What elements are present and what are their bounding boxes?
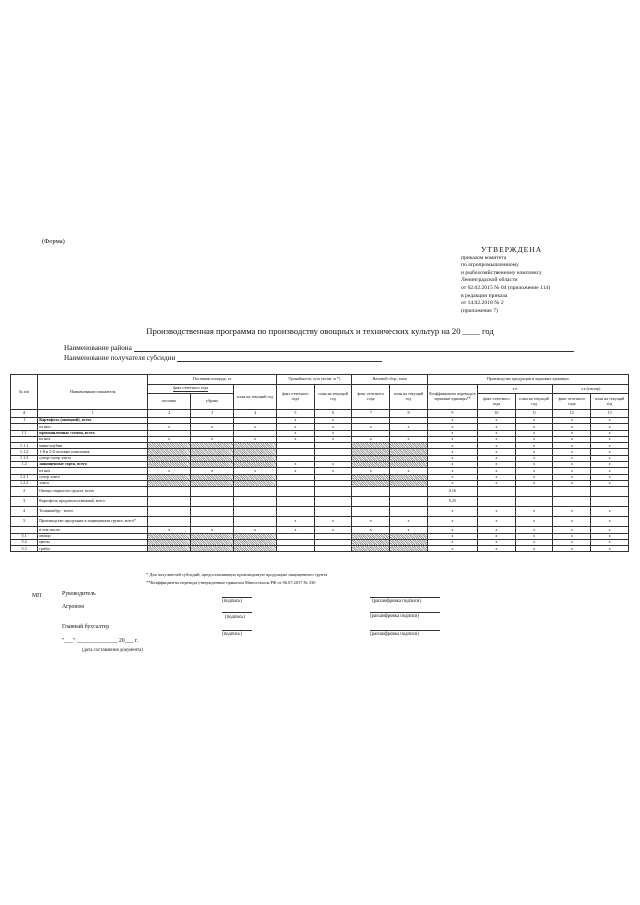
data-cell[interactable]	[234, 507, 277, 517]
date-caption: (дата составления документа)	[82, 648, 143, 653]
row-number: 4	[11, 507, 38, 517]
approval-line: приказом комитета	[461, 254, 507, 261]
data-cell[interactable]	[234, 517, 277, 527]
data-cell: x	[591, 468, 629, 474]
data-cell: x	[277, 517, 315, 527]
data-cell: x	[591, 546, 629, 552]
data-cell: x	[314, 424, 352, 430]
data-cell[interactable]	[478, 487, 516, 497]
table-row	[11, 546, 629, 552]
approval-line: и рыбохозяйственному комплексу	[461, 269, 542, 276]
data-cell[interactable]	[191, 497, 234, 507]
data-cell: x	[427, 455, 477, 461]
data-cell[interactable]	[390, 487, 428, 497]
row-number: 1.1	[11, 430, 38, 436]
data-cell: x	[553, 462, 591, 468]
agronomist-sign-line[interactable]	[222, 612, 252, 613]
data-cell: x	[234, 468, 277, 474]
data-cell: x	[427, 449, 477, 455]
stamp-place: МП	[32, 593, 42, 599]
data-cell[interactable]	[390, 497, 428, 507]
row-label: супер-супер элита	[38, 455, 148, 461]
head-sign-line[interactable]	[222, 597, 252, 598]
row-label: Овощи открытого грунта, всего	[38, 487, 148, 497]
data-cell: x	[478, 507, 516, 517]
data-cell: x	[352, 527, 390, 533]
data-cell: x	[191, 527, 234, 533]
data-cell: x	[427, 474, 477, 480]
col-number: 8	[390, 410, 428, 418]
data-cell: x	[591, 517, 629, 527]
row-label: супер элита	[38, 474, 148, 480]
row-label: овощи	[38, 533, 148, 539]
data-cell: x	[314, 462, 352, 468]
data-cell: x	[427, 430, 477, 436]
accountant-decode-caption: (расшифровка подписи)	[370, 632, 419, 637]
data-cell: x	[427, 533, 477, 539]
header-ed-plan: план на текущий год	[515, 394, 553, 410]
data-cell: x	[515, 480, 553, 486]
data-cell[interactable]	[478, 497, 516, 507]
data-cell: x	[515, 474, 553, 480]
data-cell[interactable]	[234, 497, 277, 507]
data-cell: x	[553, 424, 591, 430]
data-cell: x	[478, 480, 516, 486]
data-cell: x	[352, 468, 390, 474]
data-cell: x	[427, 517, 477, 527]
data-cell[interactable]	[148, 497, 191, 507]
agronomist-decode-line[interactable]	[370, 612, 440, 613]
row-label: Картофель (овощной), всего	[38, 418, 148, 424]
col-number: 6	[314, 410, 352, 418]
hatched-cell	[148, 546, 191, 552]
col-number: 9	[427, 410, 477, 418]
data-cell: x	[277, 462, 315, 468]
table-row	[11, 497, 629, 507]
data-cell[interactable]	[314, 546, 352, 552]
data-cell[interactable]	[148, 487, 191, 497]
col-number: А	[11, 410, 38, 418]
data-cell: x	[591, 418, 629, 424]
row-number: 2	[11, 487, 38, 497]
data-cell: x	[427, 443, 477, 449]
accountant-label: Главный бухгалтер	[62, 624, 110, 630]
data-cell[interactable]	[352, 497, 390, 507]
data-cell: x	[553, 418, 591, 424]
data-cell[interactable]	[277, 497, 315, 507]
data-cell: x	[352, 424, 390, 430]
data-cell: x	[478, 468, 516, 474]
approval-line: от 02.02.2015 № 04 (приложение 114)	[461, 284, 551, 291]
data-cell: x	[515, 424, 553, 430]
data-cell: 0.25	[427, 497, 477, 507]
data-cell: 0.16	[427, 487, 477, 497]
data-cell: x	[515, 507, 553, 517]
data-cell: x	[277, 430, 315, 436]
data-cell: x	[352, 436, 390, 442]
data-cell: x	[427, 468, 477, 474]
data-cell[interactable]	[390, 507, 428, 517]
header-coef: Коэффициенты перевода в зерновые единицы**	[427, 385, 477, 410]
data-cell: x	[553, 436, 591, 442]
data-cell: x	[478, 527, 516, 533]
data-cell[interactable]	[148, 517, 191, 527]
data-cell: x	[553, 468, 591, 474]
col-number: 7	[352, 410, 390, 418]
data-cell[interactable]	[591, 487, 629, 497]
approval-heading: УТВЕРЖДЕНА	[481, 245, 543, 254]
data-cell: x	[390, 424, 428, 430]
hatched-cell	[234, 546, 277, 552]
data-cell: x	[515, 418, 553, 424]
row-label: мини-клубни	[38, 443, 148, 449]
col-number: 4	[234, 410, 277, 418]
data-cell: x	[390, 436, 428, 442]
data-cell: x	[390, 468, 428, 474]
row-number: 5.3	[11, 546, 38, 552]
data-cell[interactable]	[277, 487, 315, 497]
district-underline	[134, 345, 574, 352]
data-cell: x	[427, 462, 477, 468]
data-cell: x	[553, 455, 591, 461]
data-cell: x	[148, 468, 191, 474]
data-cell: x	[234, 436, 277, 442]
header-area-fact: факт отчетного года	[148, 385, 234, 394]
data-cell: x	[427, 480, 477, 486]
col-number: 1	[38, 410, 148, 418]
data-cell: x	[478, 443, 516, 449]
data-cell[interactable]	[277, 507, 315, 517]
date-field[interactable]: "___" ______________ 20___ г.	[62, 638, 139, 644]
hatched-cell	[390, 546, 428, 552]
data-cell: x	[591, 462, 629, 468]
data-cell: x	[314, 468, 352, 474]
agronomist-label: Агроном	[62, 604, 84, 610]
row-number: 1.2.2	[11, 480, 38, 486]
data-cell: x	[277, 468, 315, 474]
data-cell: x	[591, 539, 629, 545]
table-row	[11, 507, 629, 517]
data-cell: x	[478, 424, 516, 430]
data-cell: x	[478, 533, 516, 539]
data-cell: x	[314, 527, 352, 533]
data-cell: x	[553, 546, 591, 552]
accountant-sign-line[interactable]	[222, 630, 252, 631]
row-label: 1-й и 2-й полевые поколения	[38, 449, 148, 455]
data-cell: x	[148, 424, 191, 430]
data-cell: x	[352, 517, 390, 527]
data-cell[interactable]	[591, 497, 629, 507]
data-cell: x	[591, 533, 629, 539]
header-ed-k: з.е.(гектар)	[553, 385, 629, 394]
data-cell: x	[553, 430, 591, 436]
column-numbers-row	[11, 410, 629, 418]
data-cell: x	[515, 517, 553, 527]
row-number: 1.1.1	[11, 443, 38, 449]
data-cell: x	[553, 443, 591, 449]
data-cell: x	[478, 436, 516, 442]
header-edk-plan: план на текущий год	[591, 394, 629, 410]
data-cell: x	[515, 462, 553, 468]
data-cell: x	[515, 455, 553, 461]
data-cell: x	[191, 468, 234, 474]
data-cell: x	[553, 517, 591, 527]
header-conv: Производство продукции в зерновых единицах	[427, 375, 628, 385]
row-label: из них	[38, 468, 148, 474]
data-cell[interactable]	[277, 546, 315, 552]
data-cell: x	[591, 455, 629, 461]
data-cell: x	[427, 527, 477, 533]
data-cell: x	[427, 507, 477, 517]
data-cell: x	[515, 533, 553, 539]
hatched-cell	[191, 546, 234, 552]
recipient-label: Наименование получателя субсидии	[64, 354, 176, 362]
data-cell: x	[515, 539, 553, 545]
row-number: 3	[11, 497, 38, 507]
data-cell: x	[553, 533, 591, 539]
district-field[interactable]	[64, 344, 574, 352]
row-number: 1.1.3	[11, 455, 38, 461]
data-cell[interactable]	[553, 487, 591, 497]
data-cell: x	[234, 424, 277, 430]
approval-line: по агропромышленному	[461, 262, 519, 269]
data-cell: x	[148, 527, 191, 533]
data-cell: x	[314, 418, 352, 424]
row-label: Производство продукции в защищенном грунте, всего*	[38, 517, 148, 527]
data-cell: x	[591, 430, 629, 436]
header-area: Посевная площадь, га	[148, 375, 277, 385]
row-label: из них:	[38, 424, 148, 430]
data-cell[interactable]	[515, 497, 553, 507]
data-cell: x	[591, 480, 629, 486]
data-cell: x	[314, 436, 352, 442]
hatched-cell	[352, 546, 390, 552]
accountant-decode-line[interactable]	[370, 630, 440, 631]
data-cell: x	[277, 436, 315, 442]
accountant-sign-caption: (подпись)	[222, 632, 242, 637]
row-label: в том числе:	[38, 527, 148, 533]
data-cell: x	[478, 474, 516, 480]
row-number: 5.2	[11, 539, 38, 545]
header-yield-plan: план на текущий год	[314, 385, 352, 410]
data-cell[interactable]	[314, 487, 352, 497]
data-cell: x	[234, 527, 277, 533]
data-cell: x	[591, 507, 629, 517]
data-cell: x	[591, 527, 629, 533]
agronomist-sign-caption: (подпись)	[225, 615, 245, 620]
form-label: (Форма)	[42, 238, 65, 245]
data-cell: x	[478, 418, 516, 424]
table-row	[11, 487, 629, 497]
data-cell[interactable]	[148, 507, 191, 517]
data-cell: x	[553, 527, 591, 533]
row-number: 1.2.1	[11, 474, 38, 480]
data-cell: x	[515, 436, 553, 442]
header-gross-plan: план на текущий год	[390, 385, 428, 410]
header-area-sown: посеяно	[148, 394, 191, 410]
col-number: 11	[515, 410, 553, 418]
data-cell[interactable]	[234, 487, 277, 497]
production-table	[10, 374, 629, 552]
data-cell[interactable]	[191, 487, 234, 497]
data-cell: x	[553, 449, 591, 455]
data-cell: x	[314, 430, 352, 436]
data-cell: x	[390, 527, 428, 533]
row-number: 1.2	[11, 462, 38, 468]
data-cell: x	[553, 480, 591, 486]
data-cell: x	[314, 517, 352, 527]
header-gross-fact: факт отчетного года	[352, 385, 390, 410]
data-cell: x	[277, 418, 315, 424]
data-cell: x	[553, 539, 591, 545]
recipient-underline	[177, 355, 382, 362]
table-row	[11, 517, 629, 527]
approval-stamp	[461, 246, 631, 315]
data-cell[interactable]	[314, 497, 352, 507]
data-cell: x	[553, 474, 591, 480]
row-label: элита	[38, 480, 148, 486]
data-cell: x	[478, 539, 516, 545]
header-gross: Валовой сбор, тонн	[352, 375, 427, 385]
data-cell: x	[515, 468, 553, 474]
head-label: Руководитель	[62, 591, 96, 597]
data-cell: x	[191, 424, 234, 430]
agronomist-decode-caption: (расшифровка подписи)	[370, 614, 419, 619]
row-number: 1.1.2	[11, 449, 38, 455]
col-number: 5	[277, 410, 315, 418]
data-cell: x	[191, 436, 234, 442]
col-number: 3	[191, 410, 234, 418]
approval-line: от 14.02.2018 № 2	[461, 300, 504, 307]
row-label: грибы	[38, 546, 148, 552]
data-cell: x	[478, 455, 516, 461]
data-cell: x	[478, 462, 516, 468]
header-num: № п/п	[11, 375, 38, 410]
data-cell: x	[591, 424, 629, 430]
page-title: Производственная программа по производству овощных и технических культур на 20 ____ год	[146, 326, 494, 336]
row-label: защищенные сорта, всего	[38, 462, 148, 468]
footnote-2: **Коэффициенты перевода утвержденные приказом Минсельхоза РФ от 06.07.2017 № 330	[146, 580, 316, 585]
row-label: из них	[38, 436, 148, 442]
header-area-harvested: убрано	[191, 394, 234, 410]
data-cell[interactable]	[314, 507, 352, 517]
data-cell: x	[515, 449, 553, 455]
approval-line: в редакции приказа	[461, 292, 508, 299]
data-cell: x	[591, 474, 629, 480]
header-name: Наименование показателя	[38, 375, 148, 410]
data-cell: x	[148, 436, 191, 442]
header-edk-fact: факт отчетного года	[553, 394, 591, 410]
data-cell: x	[427, 546, 477, 552]
data-cell: x	[427, 418, 477, 424]
data-cell[interactable]	[515, 487, 553, 497]
row-number: 1	[11, 418, 38, 424]
data-cell[interactable]	[352, 487, 390, 497]
col-number: 13	[591, 410, 629, 418]
header-yield: Урожайность, ц/га (кг/кв. м *)	[277, 375, 352, 385]
data-cell[interactable]	[352, 507, 390, 517]
data-cell: x	[478, 430, 516, 436]
header-ed-fact: факт отчетного года	[478, 394, 516, 410]
row-label: Топинамбур - всего	[38, 507, 148, 517]
data-cell: x	[591, 449, 629, 455]
data-cell[interactable]	[191, 517, 234, 527]
data-cell: x	[591, 443, 629, 449]
head-decode-caption: (расшифровка подписи)	[372, 599, 421, 604]
head-sign-caption: (подпись)	[222, 599, 242, 604]
data-cell: x	[553, 507, 591, 517]
recipient-field[interactable]	[64, 354, 382, 362]
row-label: Картофель продовольственный, всего	[38, 497, 148, 507]
row-label: промышленные семена, всего	[38, 430, 148, 436]
data-cell: x	[515, 430, 553, 436]
approval-line: (приложение 7)	[461, 307, 498, 314]
data-cell: x	[427, 539, 477, 545]
data-cell: x	[591, 436, 629, 442]
data-cell: x	[515, 546, 553, 552]
header-yield-fact: факт отчетного года	[277, 385, 315, 410]
data-cell: x	[478, 449, 516, 455]
data-cell: x	[427, 424, 477, 430]
col-number: 2	[148, 410, 191, 418]
row-number: 5	[11, 517, 38, 527]
data-cell: x	[277, 424, 315, 430]
district-label: Наименование района	[64, 344, 132, 352]
head-decode-line[interactable]	[370, 597, 440, 598]
data-cell: x	[515, 443, 553, 449]
approval-line: Ленинградской области	[461, 277, 518, 284]
col-number: 12	[553, 410, 591, 418]
data-cell: x	[515, 527, 553, 533]
data-cell: x	[390, 517, 428, 527]
footnote-1: * Для получателей субсидий, предоставляющих производимую продукцию защищенного грунта	[146, 572, 328, 577]
header-area-plan: план на текущий год	[234, 385, 277, 410]
data-cell: x	[277, 527, 315, 533]
col-number: 10	[478, 410, 516, 418]
data-cell: x	[478, 517, 516, 527]
data-cell: x	[427, 436, 477, 442]
data-cell: x	[478, 546, 516, 552]
data-cell[interactable]	[553, 497, 591, 507]
row-label: цветы	[38, 539, 148, 545]
data-cell[interactable]	[191, 507, 234, 517]
row-number: 5.1	[11, 533, 38, 539]
header-ed: з.е.	[478, 385, 553, 394]
